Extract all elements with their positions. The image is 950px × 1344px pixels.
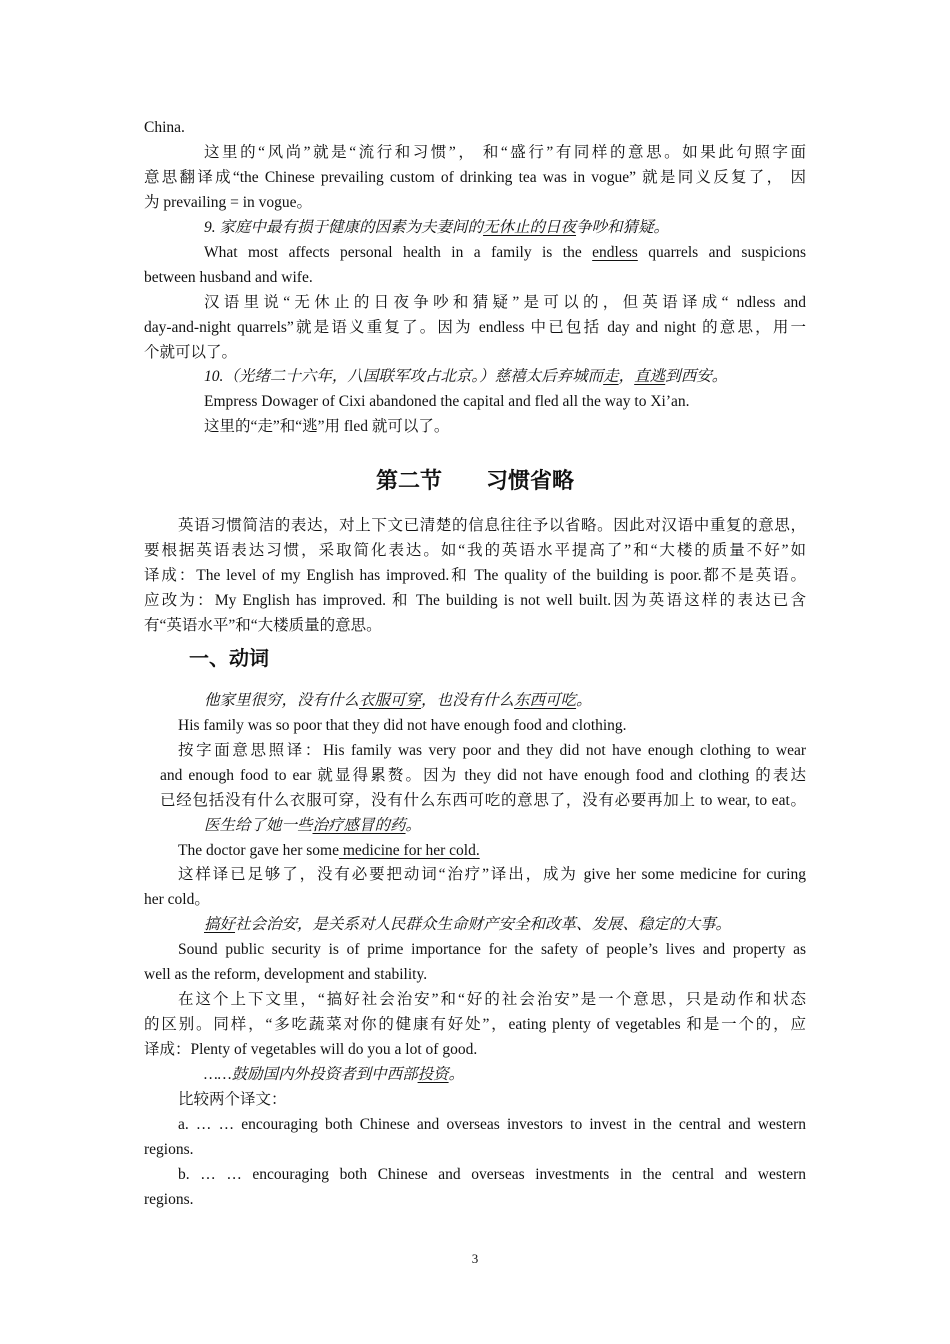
text-line: 汉语里说“无休止的日夜争吵和猜疑”是可以的，但英语译成“ ndless and (204, 294, 806, 311)
underlined-phrase: 衣服可穿 (359, 692, 422, 709)
underlined-phrase: 直逃 (634, 368, 666, 385)
text-span: 9. 家庭中最有损于健康的因素为夫妻间的 (204, 219, 484, 236)
example-sentence (204, 690, 592, 712)
text-span: 社会治安，是关系对人民群众生命财产安全和改革、发展、稳定的大事。 (235, 916, 732, 933)
text-line: 意思翻译成“the Chinese prevailing custom of drinking tea was in vogue” 就是同义反复了， 因 (144, 169, 806, 186)
underlined-phrase: medicine for her cold. (338, 842, 480, 859)
translation-line: Sound public security is of prime importance for the safety of people’s lives and property as (178, 941, 806, 958)
translation-line: His family was so poor that they did not have enough food and clothing. (178, 717, 627, 734)
text-line: regions. (144, 1141, 194, 1158)
text-line: her cold。 (144, 891, 210, 908)
text-line: 这样译已足够了，没有必要把动词“治疗”译出，成为 give her some medicine for curing (178, 866, 806, 883)
text-line: 英语习惯简洁的表达，对上下文已清楚的信息往往予以省略。因此对汉语中重复的意思， (178, 517, 806, 534)
underlined-phrase: 治疗感冒的药 (312, 817, 406, 834)
text-span: 到西安。 (665, 368, 728, 385)
text-line: between husband and wife. (144, 269, 313, 286)
text-line: day-and-night quarrels”就是语义重复了。因为 endless 中已包括 day and night 的意思，用一 (144, 319, 806, 336)
page-number: 3 (471, 1251, 479, 1266)
translation-a-line: a. … … encouraging both Chinese and overseas investors to invest in the central and western (178, 1116, 806, 1133)
text-line: 应改为：My English has improved. 和 The building is not well built.因为英语这样的表达已含 (144, 592, 806, 609)
example-sentence (204, 914, 731, 936)
text-line: 译成：Plenty of vegetables will do you a lot of good. (144, 1041, 478, 1058)
example-sentence (204, 1064, 464, 1086)
translation-line (204, 242, 806, 264)
text-span: 。 (576, 692, 592, 709)
text-span: 。 (448, 1066, 465, 1083)
underlined-phrase: 东西可吃 (514, 692, 577, 709)
translation-b-line: b. … … encouraging both Chinese and overseas investments in the central and western (178, 1166, 806, 1183)
text-line: 译成：The level of my English has improved.和 The quality of the building is poor.都不是英语。 (144, 567, 806, 584)
text-line: 这里的“走”和“逃”用 fled 就可以了。 (204, 418, 450, 435)
text-span: 争吵和猜疑。 (576, 219, 670, 236)
text-span: 10.（光绪二十六年，八国联军攻占北京。）慈禧太后弃城而 (204, 368, 604, 385)
text-line: 有“英语水平”和“大楼质量的意思。 (144, 617, 382, 634)
underlined-phrase: 投资 (417, 1066, 449, 1083)
example-sentence (204, 217, 669, 239)
underlined-phrase: endless (592, 244, 638, 261)
text-line: regions. (144, 1191, 194, 1208)
subsection-title: 一、动词 (189, 648, 269, 670)
text-span: ……鼓励国内外投资者到中西部 (204, 1066, 418, 1083)
underlined-phrase: 搞好 (204, 916, 236, 933)
text-span: The doctor gave her some (178, 842, 339, 859)
text-line: 要根据英语表达习惯，采取简化表达。如“我的英语水平提高了”和“大楼的质量不好”如 (144, 542, 806, 559)
text-line: China. (144, 119, 185, 136)
text-line: 为 prevailing = in vogue。 (144, 194, 313, 211)
translation-line: Empress Dowager of Cixi abandoned the capital and fled all the way to Xi’an. (204, 393, 690, 410)
text-span: quarrels and suspicions (637, 244, 806, 261)
text-line: well as the reform, development and stability. (144, 966, 428, 983)
text-line: and enough food to ear 就显得累赘。因为 they did not have enough food and clothing 的表达 (160, 767, 806, 784)
text-line: 比较两个译文： (178, 1091, 287, 1108)
text-span: 他家里很穷，没有什么 (204, 692, 360, 709)
example-sentence (204, 366, 727, 388)
section-title: 第二节 习惯省略 (375, 468, 574, 493)
text-span: What most affects personal health in a family is the (204, 244, 593, 261)
text-span: 。 (405, 817, 422, 834)
text-line: 在这个上下文里，“搞好社会治安”和“好的社会治安”是一个意思，只是动作和状态 (178, 991, 806, 1008)
underlined-phrase: 无休止的日夜 (483, 219, 577, 236)
text-line: 按字面意思照译：His family was very poor and they did not have enough clothing to wear (178, 742, 806, 759)
text-line: 这里的“风尚”就是“流行和习惯”， 和“盛行”有同样的意思。如果此句照字面 (204, 144, 806, 161)
text-span: 医生给了她一些 (204, 817, 313, 834)
example-sentence (204, 815, 421, 837)
text-line: 已经包括没有什么衣服可穿，没有什么东西可吃的意思了，没有必要再加上 to wear, to eat。 (160, 792, 806, 809)
text-line: 个就可以了。 (144, 344, 238, 361)
underlined-phrase: 走 (603, 368, 619, 385)
text-span: ，也没有什么 (421, 692, 515, 709)
text-span: ， (618, 368, 635, 385)
text-line: 的区别。同样，“多吃蔬菜对你的健康有好处”，eating plenty of vegetables 和是一个的，应 (144, 1016, 806, 1033)
translation-line (178, 840, 480, 862)
